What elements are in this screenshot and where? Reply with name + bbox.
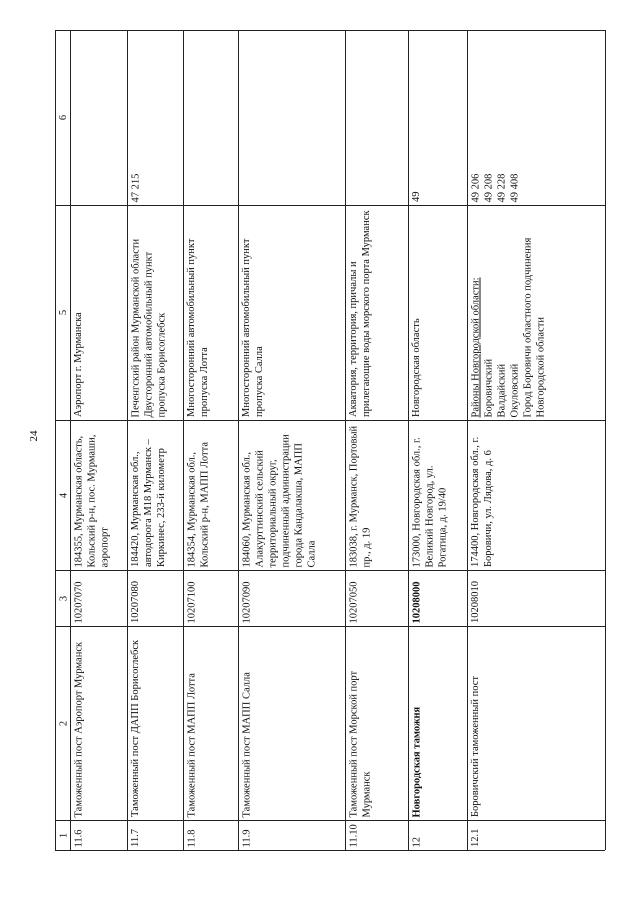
cell-text: 10207070 (73, 581, 84, 623)
header-cell-2 (55, 626, 70, 820)
cell-text: 10207050 (348, 581, 359, 623)
okato-code (238, 30, 345, 205)
cell-text: 5 (58, 309, 69, 316)
post-code (238, 570, 345, 626)
row-number (345, 820, 408, 850)
cell-text: 47 215 (130, 173, 141, 202)
post-address (408, 420, 467, 570)
header-cell-1 (55, 820, 70, 850)
jurisdiction-region (127, 205, 183, 420)
header-cell-3 (55, 570, 70, 626)
cell-text: 1 (58, 832, 69, 838)
cell-text: 3 (58, 595, 69, 601)
cell-text: 174400, Новгородская обл., г. Боровичи, ул. Лядова, д. 6 (470, 436, 494, 567)
post-address (127, 420, 183, 570)
jurisdiction-region (408, 205, 467, 420)
row-number (127, 820, 183, 850)
cell-text: Новгородская таможня (411, 706, 422, 817)
cell-text: 183038, г. Мурманск, Портовый пр., д. 19 (348, 425, 372, 567)
cell-text: 184420, Мурманская обл., автодорога М18 Мурманск – Киркинес, 233-й километр (130, 439, 167, 567)
post-name (70, 626, 127, 820)
okato-code (70, 30, 127, 205)
okato-code (408, 30, 467, 205)
header-cell-5 (55, 205, 70, 420)
post-name (238, 626, 345, 820)
cell-text: 11.10 (348, 823, 359, 847)
cell-text: Таможенный пост МАПП Салла (241, 671, 252, 817)
cell-text: Многосторонний автомобильный пункт пропуска Салла (241, 238, 265, 417)
cell-text: 4 (58, 492, 69, 498)
cell-text: 10208010 (470, 581, 481, 623)
cell-text: Аэропорт г. Мурманска (73, 312, 84, 417)
row-number (183, 820, 238, 850)
post-address (467, 420, 605, 570)
header-cell-4 (55, 420, 70, 570)
cell-text: 11.7 (130, 829, 141, 847)
cell-text: Боровичский таможенный пост (470, 676, 481, 817)
cell-text: 11.8 (186, 829, 197, 847)
table-rule-vertical (605, 30, 606, 850)
cell-text: 184060, Мурманская обл., Алакурттинский сельский территориальный округ, подчиненный администрации города Кандалакша, МАПП Салла (241, 433, 317, 567)
cell-text: Таможенный пост Морской порт Мурманск (348, 670, 372, 817)
cell-text: 49 206 49 208 49 228 49 408 (470, 173, 520, 202)
cell-text: 2 (58, 720, 69, 726)
cell-text: 49 (411, 191, 422, 202)
post-address (70, 420, 127, 570)
cell-text: 173000, Новгородская обл., г. Великий Новгород, ул. Рогатица, д. 19/40 (411, 436, 448, 567)
post-name (467, 626, 605, 820)
post-address (345, 420, 408, 570)
post-code (183, 570, 238, 626)
cell-text: 12 (411, 836, 422, 847)
table-rule-horizontal (55, 850, 605, 851)
cell-text: Акватория, территория, причалы и прилегающие воды морского порта Мурманск (348, 210, 372, 417)
row-number (408, 820, 467, 850)
post-name (183, 626, 238, 820)
cell-text: 10208000 (411, 581, 422, 623)
cell-text: Таможенный пост ДАПП Борисоглебск (130, 639, 141, 817)
cell-text: Таможенный пост МАПП Лотта (186, 672, 197, 817)
customs-table (55, 30, 605, 850)
header-cell-6 (55, 30, 70, 205)
cell-text: 11.6 (73, 829, 84, 847)
cell-text: Таможенный пост Аэропорт Мурманск (73, 641, 84, 817)
okato-code (467, 30, 605, 205)
cell-text: Печенгский район Мурманской области Двусторонний автомобильный пункт пропуска Борисоглебск (130, 238, 167, 417)
post-name (127, 626, 183, 820)
cell-text: Многосторонний автомобильный пункт пропуска Лотта (186, 238, 210, 417)
cell-text: 10207100 (186, 581, 197, 623)
row-number (70, 820, 127, 850)
post-name (345, 626, 408, 820)
jurisdiction-region (238, 205, 345, 420)
cell-text: 184355, Мурманская область, Кольский р-н, пос. Мурмаши, аэропорт (73, 434, 110, 567)
post-code (408, 570, 467, 626)
post-address (238, 420, 345, 570)
cell-text: 10207080 (130, 581, 141, 623)
jurisdiction-region (183, 205, 238, 420)
cell-text: 6 (58, 114, 69, 121)
row-number (467, 820, 605, 850)
jurisdiction-region (467, 205, 605, 420)
post-address (183, 420, 238, 570)
page-number: 24 (28, 430, 40, 442)
row-number (238, 820, 345, 850)
jurisdiction-region (70, 205, 127, 420)
post-code (467, 570, 605, 626)
okato-code (345, 30, 408, 205)
post-code (70, 570, 127, 626)
cell-text: Боровичский Валдайский Окуловский Город Боровичи областного подчинения Новгородской области (483, 237, 546, 417)
okato-code (183, 30, 238, 205)
okato-code (127, 30, 183, 205)
post-code (345, 570, 408, 626)
post-name (408, 626, 467, 820)
post-code (127, 570, 183, 626)
jurisdiction-region (345, 205, 408, 420)
cell-text: 10207090 (241, 581, 252, 623)
cell-text: Новгородская область (411, 318, 422, 417)
cell-text: 11.9 (241, 829, 252, 847)
cell-title: Районы Новгородской области: (470, 276, 481, 417)
cell-text: 12.1 (470, 828, 481, 847)
cell-text: 184354, Мурманская обл., Кольский р-н, МАПП Лотта (186, 441, 210, 567)
